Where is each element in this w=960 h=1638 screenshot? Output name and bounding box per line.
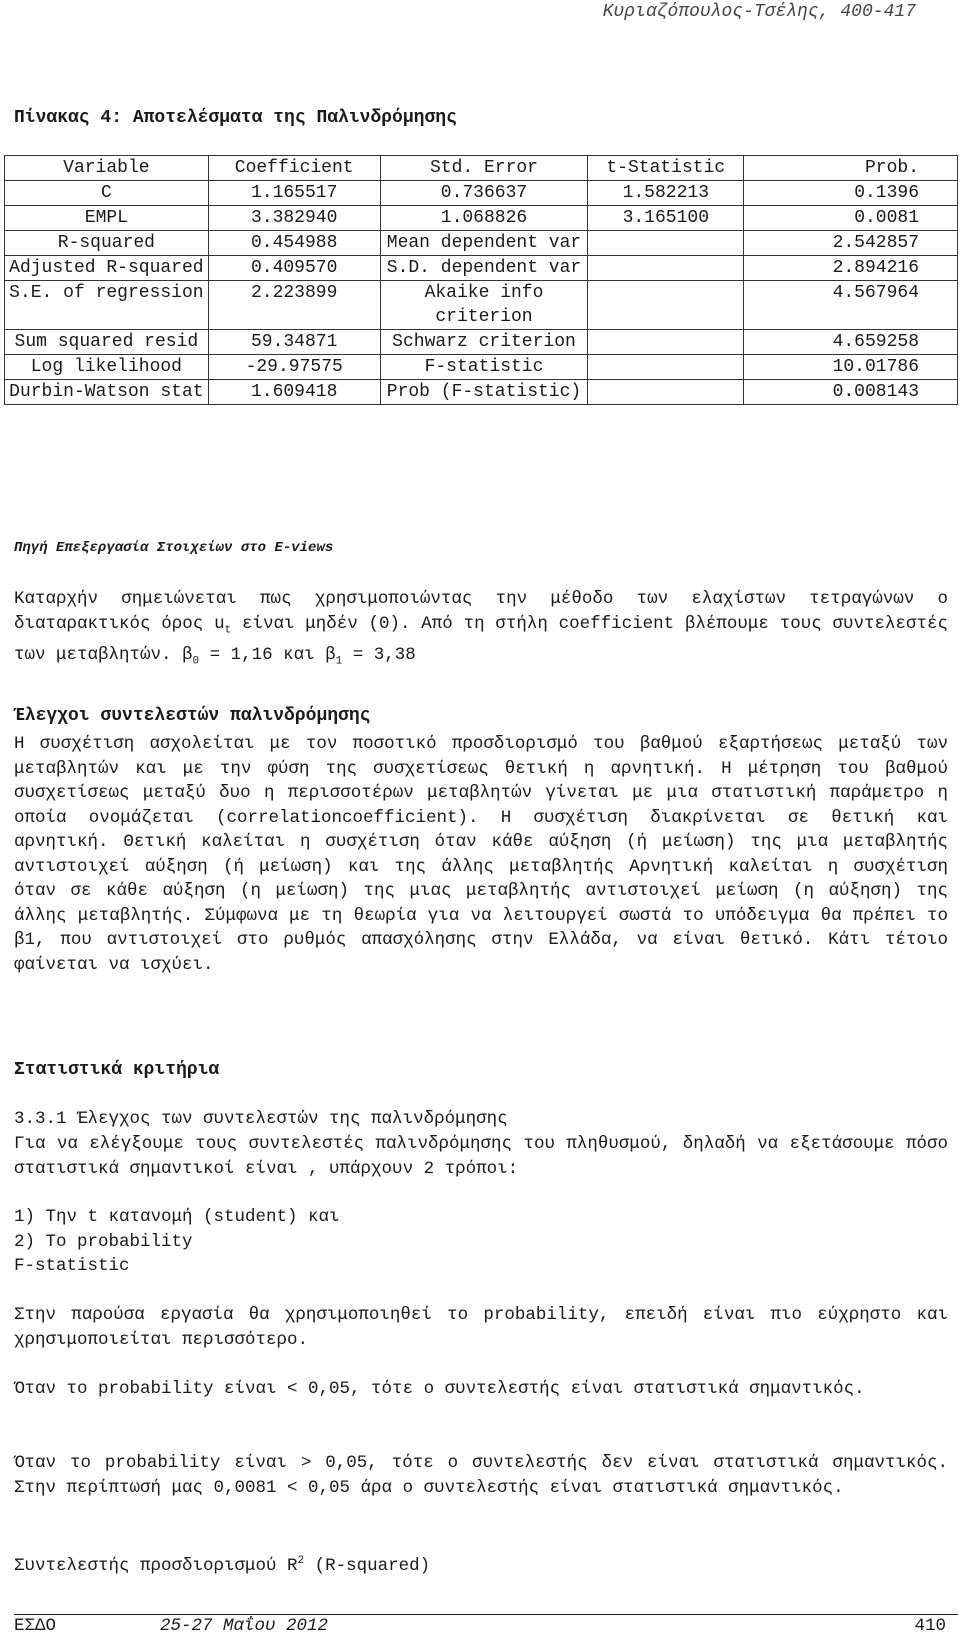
table-title: Πίνακας 4: Αποτελέσματα της Παλινδρόμησης (14, 108, 457, 128)
footer-date: 25-27 Μαΐου 2012 (160, 1616, 329, 1636)
empty-cell (588, 330, 744, 355)
stat-value: 0.409570 (208, 256, 380, 281)
stat-label: Sum squared resid (5, 330, 209, 355)
stat-value: 1.609418 (208, 380, 380, 405)
table-cell: 0.1396 (744, 181, 958, 206)
stat-label: S.D. dependent var (380, 256, 588, 281)
list-item: 2) Το probability (14, 1231, 193, 1252)
table-cell: 1.068826 (380, 206, 588, 231)
list-item: 1) Την t κατανομή (student) και (14, 1207, 340, 1227)
stat-label: F-statistic (380, 355, 588, 380)
stat-value: 4.567964 (744, 281, 958, 330)
stats-row (5, 355, 958, 380)
column-header: t-Statistic (588, 156, 744, 181)
probability-paragraph: Στην παρούσα εργασία θα χρησιμοποιηθεί το probability, επειδή είναι πιο εύχρηστο και χρησιμοποιείται περισσότερο. (14, 1305, 948, 1350)
stat-value: 2.223899 (208, 281, 380, 330)
stats-row (5, 281, 958, 330)
table-header-row (5, 156, 958, 181)
stat-label: Adjusted R-squared (5, 256, 209, 281)
stat-label: Prob (F-statistic) (380, 380, 588, 405)
empty-cell (588, 231, 744, 256)
table-cell: 1.582213 (588, 181, 744, 206)
table-cell: C (5, 181, 209, 206)
stat-value: 2.894216 (744, 256, 958, 281)
stat-value: 2.542857 (744, 231, 958, 256)
table-cell: 3.165100 (588, 206, 744, 231)
stat-label: S.E. of regression (5, 281, 209, 330)
stat-value: 0.008143 (744, 380, 958, 405)
column-header: Prob. (744, 156, 958, 181)
stats-row (5, 231, 958, 256)
r-squared-line: Συντελεστής προσδιορισμού $R^2$ (R-squared) (14, 1555, 431, 1576)
list-item: F-statistic (14, 1256, 130, 1276)
footer-rule (14, 1614, 958, 1615)
stat-value: 4.659258 (744, 330, 958, 355)
section-heading: Στατιστικά κριτήρια (14, 1060, 220, 1080)
column-header: Coefficient (208, 156, 380, 181)
regression-table (4, 155, 958, 405)
table-cell: 0.0081 (744, 206, 958, 231)
probability-less-paragraph: Όταν το probability είναι < 0,05, τότε ο συντελεστής είναι στατιστικά σημαντικός. (14, 1379, 865, 1399)
table-row (5, 181, 958, 206)
table-row (5, 206, 958, 231)
table-cell: 3.382940 (208, 206, 380, 231)
empty-cell (588, 256, 744, 281)
stat-value: 59.34871 (208, 330, 380, 355)
intro-paragraph: Καταρχήν σημειώνεται πως χρησιμοποιώντας την μέθοδο των ελαχίστων τετραγώνων ο διαταρακτικός όρος $u_t$ είναι μηδέν (0). Από τη στήλη coefficient βλέπουμε τους συντελεστές των μεταβλητών. $\beta_0 = 1,16$ και $\beta_1 = 3,38$ (14, 589, 948, 667)
correlation-paragraph: Η συσχέτιση ασχολείται με τον ποσοτικό προσδιορισμό του βαθμού εξαρτήσεως μεταξύ των μεταβλητών και με την φύση της συσχετίσεως θετική η αρνητική. Η μέτρηση του βαθμού συσχετίσεως μεταξύ δυο η περισσοτέρων μεταβλητών γίνεται με μια στατιστική παράμετρο η οποία ονομάζεται (correlationcoefficient). Η συσχέτιση διακρίνεται σε θετική και αρνητική. Θετική καλείται η συσχέτιση όταν κάθε αύξηση (ή μείωση) της μια μεταβλητής αντιστοιχεί αύξηση (ή μείωση) και της άλλης μεταβλητής Αρνητική καλείται η συσχέτιση όταν σε κάθε αύξηση (η μείωση) της μιας μεταβλητής αντιστοιχεί μείωση (η αύξηση) της άλλης μεταβλητής. Σύμφωνα με τη θεωρία για να λειτουργεί σωστά το υπόδειγμα θα πρέπει το β1, που αντιστοιχεί στο ρυθμός απασχόλησης στην Ελλάδα, να είναι θετικό. Κάτι τέτοιο φαίνεται να ισχύει. (14, 734, 948, 975)
table-cell: 0.736637 (380, 181, 588, 206)
stats-row (5, 330, 958, 355)
column-header: Std. Error (380, 156, 588, 181)
test-intro-paragraph: Για να ελέγξουμε τους συντελεστές παλινδρόμησης του πληθυσμού, δηλαδή να εξετάσουμε πόσο στατιστικά σημαντικοί είναι , υπάρχουν 2 τρόποι: (14, 1134, 948, 1179)
subsection-heading: 3.3.1 Έλεγχος των συντελεστών της παλινδρόμησης (14, 1109, 508, 1129)
table-cell: EMPL (5, 206, 209, 231)
stat-label: R-squared (5, 231, 209, 256)
empty-cell (588, 355, 744, 380)
empty-cell (588, 281, 744, 330)
empty-cell (588, 380, 744, 405)
section-heading: Έλεγχοι συντελεστών παλινδρόμησης (14, 706, 371, 726)
running-header: Κυριαζόπουλος-Τσέλης, 400-417 (602, 2, 916, 22)
footer-conference: ΕΣΔΟ (14, 1616, 57, 1636)
methods-list (14, 1205, 340, 1279)
stat-label: Schwarz criterion (380, 330, 588, 355)
table-source-note: Πηγή Επεξεργασία Στοιχείων στο E-views (14, 540, 334, 556)
stat-value: 0.454988 (208, 231, 380, 256)
column-header: Variable (5, 156, 209, 181)
stat-value: 10.01786 (744, 355, 958, 380)
stat-label: Mean dependent var (380, 231, 588, 256)
probability-greater-paragraph: Όταν το probability είναι > 0,05, τότε ο συντελεστής δεν είναι στατιστικά σημαντικός. Στην περίπτωσή μας 0,0081 < 0,05 άρα ο συντελεστής είναι στατιστικά σημαντικός. (14, 1453, 948, 1498)
table-cell: 1.165517 (208, 181, 380, 206)
stat-label: Akaike info criterion (380, 281, 588, 330)
page-number: 410 (914, 1616, 946, 1636)
stat-label: Log likelihood (5, 355, 209, 380)
stat-value: -29.97575 (208, 355, 380, 380)
stat-label: Durbin-Watson stat (5, 380, 209, 405)
stats-row (5, 380, 958, 405)
stats-row (5, 256, 958, 281)
